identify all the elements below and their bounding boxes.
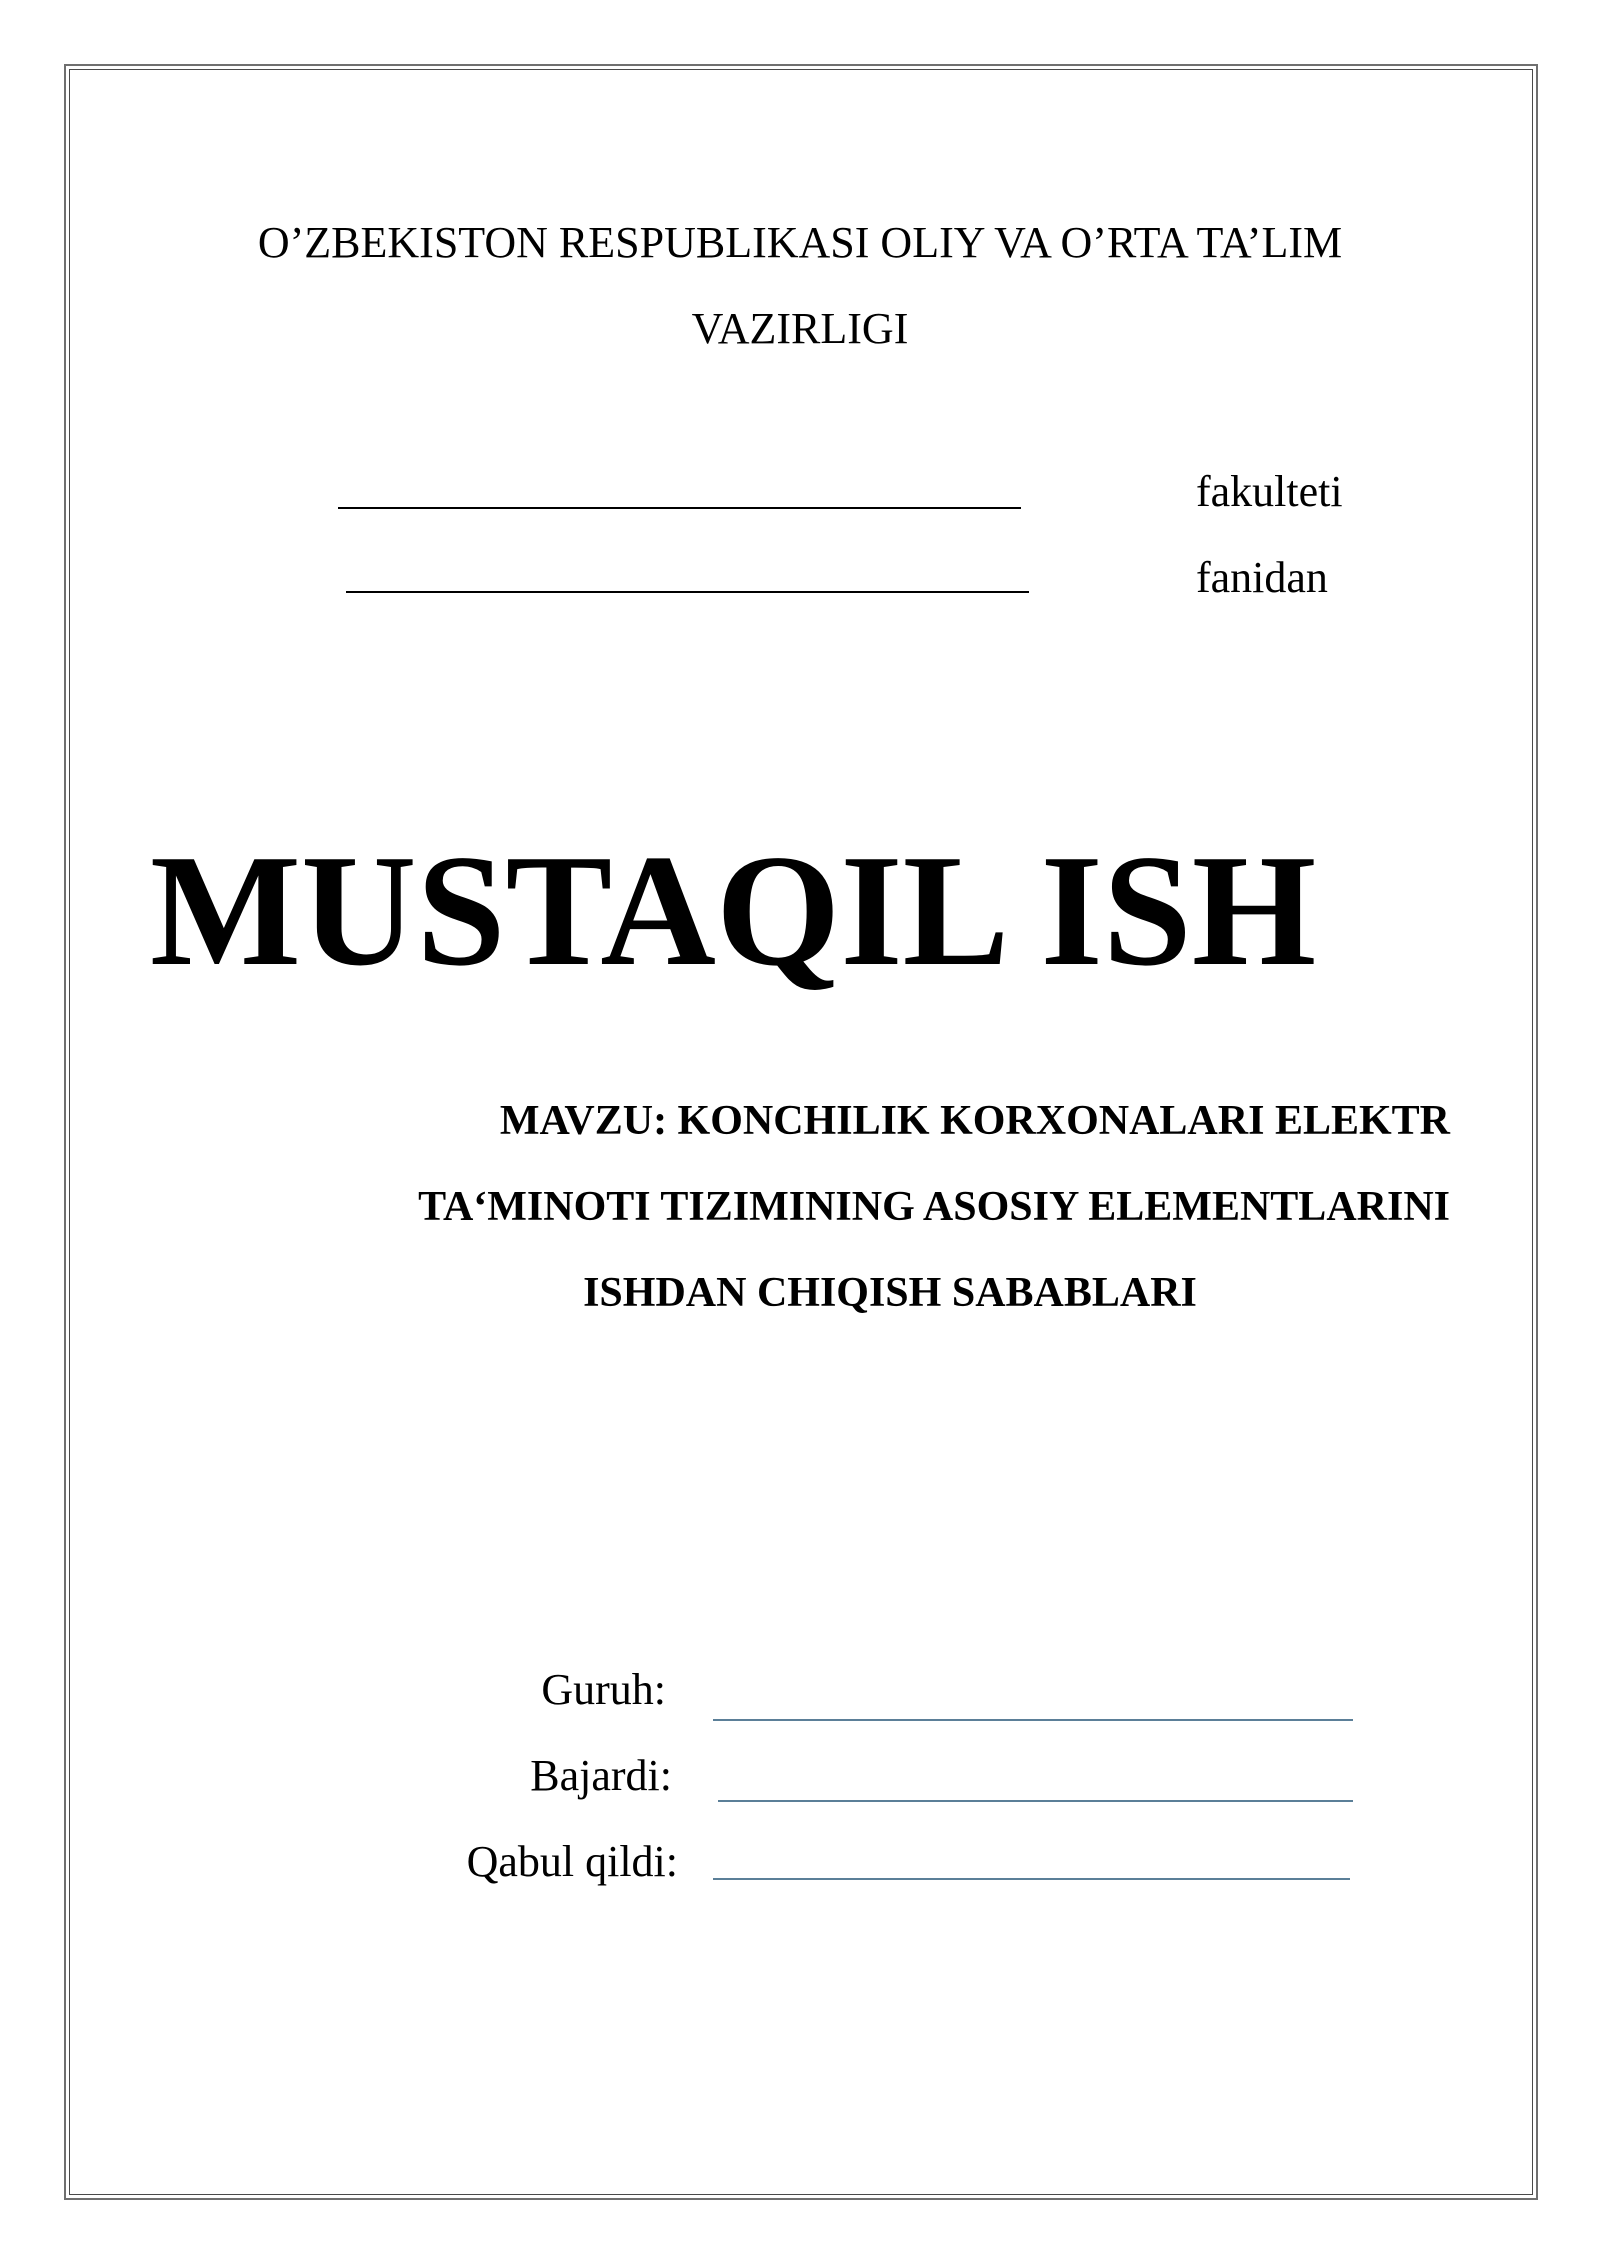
group-signature-line (713, 1719, 1353, 1721)
faculty-blank-line (338, 507, 1021, 509)
accepted-by-signature-line (713, 1878, 1350, 1880)
ministry-heading (130, 200, 1470, 372)
ministry-line-1: O’ZBEKISTON RESPUBLIKASI OLIY VA O’RTA TA’LIM (257, 218, 1343, 267)
topic-line-2: TA‘MINOTI TIZIMINING ASOSIY ELEMENTLARINI (418, 1184, 1450, 1230)
group-label: Guruh: (541, 1665, 666, 1714)
subject-label: fanidan (1196, 553, 1328, 602)
topic-line-3: ISHDAN CHIQISH SABABLARI (583, 1270, 1197, 1316)
document-title: MUSTAQIL ISH (150, 821, 1317, 999)
done-by-signature-line (718, 1800, 1353, 1802)
done-by-label: Bajardi: (530, 1751, 672, 1800)
subject-blank-line (346, 591, 1029, 593)
ministry-line-2: VAZIRLIGI (691, 304, 909, 353)
faculty-label: fakulteti (1196, 467, 1343, 516)
topic-line-1: MAVZU: KONCHILIK KORXONALARI ELEKTR (499, 1098, 1450, 1144)
topic-block (240, 1078, 1450, 1336)
accepted-by-label: Qabul qildi: (466, 1837, 678, 1886)
